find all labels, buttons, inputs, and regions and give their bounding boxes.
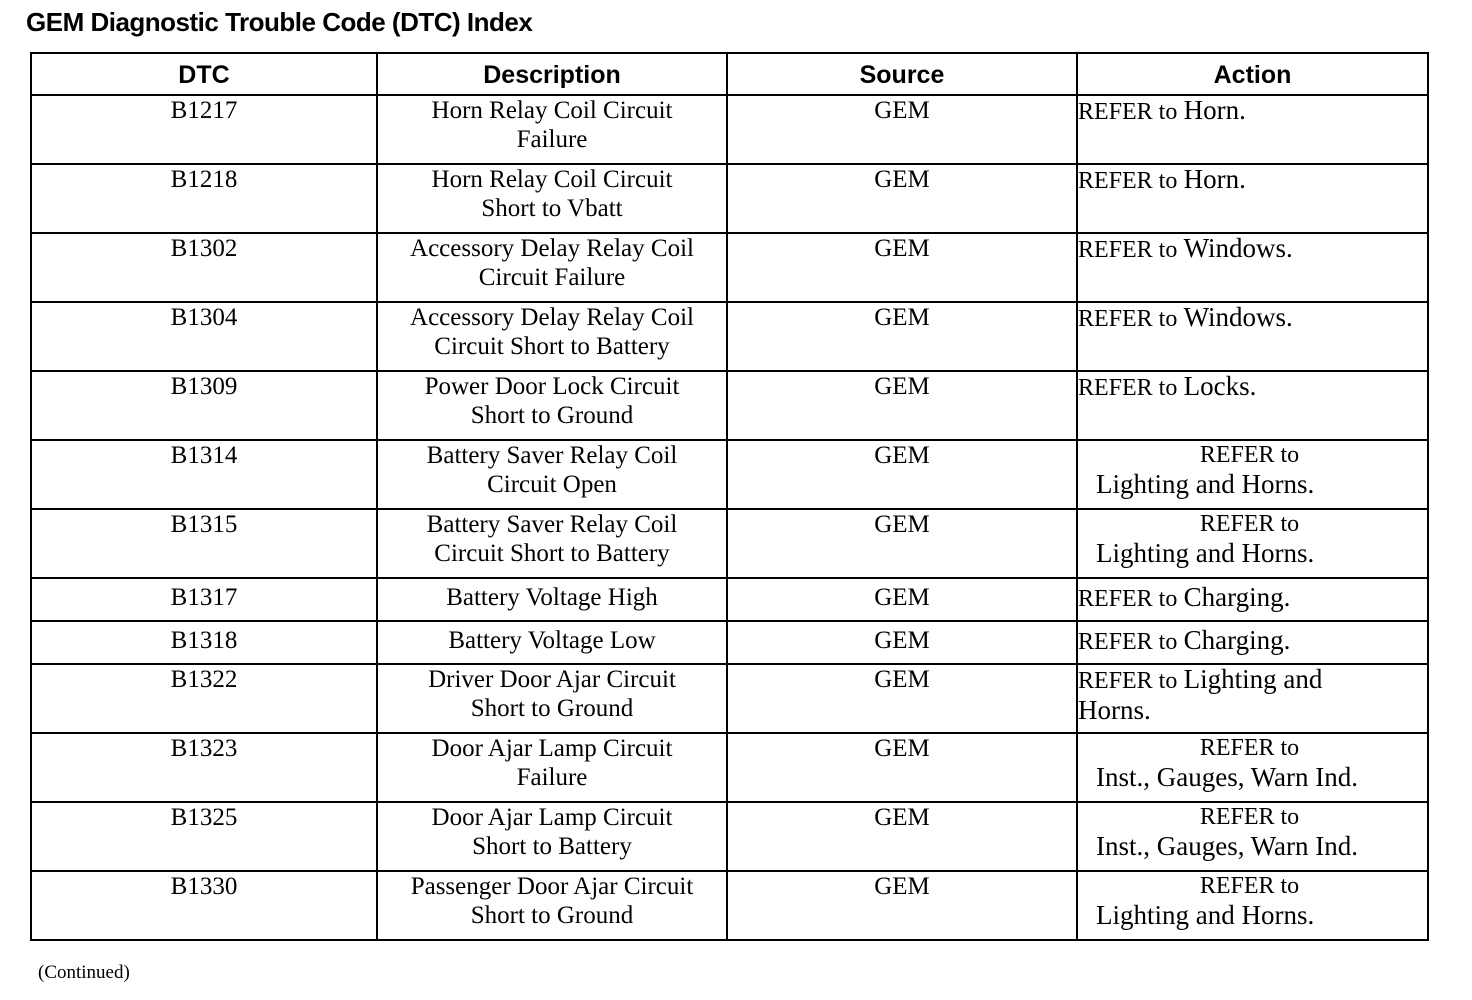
dtc-source: GEM: [727, 233, 1077, 302]
dtc-source: GEM: [727, 302, 1077, 371]
refer-label: REFER to: [1078, 668, 1178, 694]
dtc-action: [1077, 164, 1428, 233]
description-line: Door Ajar Lamp Circuit: [431, 804, 673, 831]
dtc-action: [1077, 578, 1428, 621]
table-row: [31, 509, 1428, 578]
refer-target: Windows.: [1183, 233, 1293, 263]
refer-target: Horn.: [1183, 95, 1246, 125]
dtc-description: [377, 233, 727, 302]
dtc-code: B1309: [31, 371, 377, 440]
dtc-code: B1330: [31, 871, 377, 940]
column-header-action: Action: [1077, 53, 1428, 95]
refer-label: REFER to: [1199, 873, 1300, 899]
description-line: Circuit Short to Battery: [434, 333, 670, 360]
dtc-description: [377, 164, 727, 233]
dtc-source: GEM: [727, 733, 1077, 802]
table-row: [31, 371, 1428, 440]
refer-label: REFER to: [1199, 804, 1300, 830]
refer-label: REFER to: [1078, 237, 1178, 263]
table-row: [31, 233, 1428, 302]
dtc-action: [1077, 440, 1428, 509]
table-row: [31, 621, 1428, 664]
refer-target: Horns.: [1078, 695, 1151, 725]
column-header-source: Source: [727, 53, 1077, 95]
dtc-description: [377, 733, 727, 802]
dtc-action: [1077, 302, 1428, 371]
dtc-action: [1077, 664, 1428, 733]
dtc-code: B1325: [31, 802, 377, 871]
refer-target: Lighting and Horns.: [1096, 538, 1315, 568]
dtc-code: B1218: [31, 164, 377, 233]
description-line: Battery Voltage High: [446, 584, 658, 611]
continued-note: (Continued): [38, 962, 130, 983]
description-line: Power Door Lock Circuit: [424, 373, 680, 400]
refer-label: REFER to: [1078, 586, 1178, 612]
dtc-description: [377, 871, 727, 940]
description-line: Short to Ground: [470, 902, 634, 929]
refer-label: REFER to: [1078, 629, 1178, 655]
description-line: Accessory Delay Relay Coil: [410, 235, 694, 262]
dtc-index-table: [30, 52, 1429, 941]
description-line: Battery Voltage Low: [448, 627, 656, 654]
description-line: Short to Ground: [470, 402, 634, 429]
dtc-code: B1302: [31, 233, 377, 302]
dtc-code: B1323: [31, 733, 377, 802]
dtc-code: B1317: [31, 578, 377, 621]
refer-target: Inst., Gauges, Warn Ind.: [1096, 831, 1359, 861]
table-header-row: [31, 53, 1428, 95]
dtc-description: [377, 621, 727, 664]
table-row: [31, 302, 1428, 371]
description-line: Horn Relay Coil Circuit: [431, 97, 673, 124]
dtc-description: [377, 509, 727, 578]
dtc-action: [1077, 802, 1428, 871]
dtc-source: GEM: [727, 802, 1077, 871]
column-header-dtc: DTC: [31, 53, 377, 95]
table-row: [31, 95, 1428, 164]
description-line: Accessory Delay Relay Coil: [410, 304, 694, 331]
dtc-action: [1077, 733, 1428, 802]
refer-label: REFER to: [1078, 168, 1178, 194]
description-line: Short to Battery: [472, 833, 632, 860]
table-row: [31, 664, 1428, 733]
description-line: Door Ajar Lamp Circuit: [431, 735, 673, 762]
column-header-description: Description: [377, 53, 727, 95]
refer-label: REFER to: [1199, 511, 1300, 537]
dtc-description: [377, 440, 727, 509]
dtc-source: GEM: [727, 871, 1077, 940]
dtc-action: [1077, 95, 1428, 164]
description-line: Short to Vbatt: [481, 195, 623, 222]
refer-label: REFER to: [1199, 442, 1300, 468]
refer-target: Inst., Gauges, Warn Ind.: [1096, 762, 1359, 792]
refer-target: Locks.: [1183, 371, 1257, 401]
dtc-source: GEM: [727, 164, 1077, 233]
description-line: Driver Door Ajar Circuit: [428, 666, 676, 693]
table-row: [31, 440, 1428, 509]
dtc-action: [1077, 871, 1428, 940]
dtc-code: B1322: [31, 664, 377, 733]
description-line: Failure: [516, 126, 588, 153]
table-row: [31, 733, 1428, 802]
table-row: [31, 871, 1428, 940]
dtc-description: [377, 95, 727, 164]
refer-target: Lighting and: [1183, 664, 1323, 694]
dtc-action: [1077, 621, 1428, 664]
refer-target: Lighting and Horns.: [1096, 900, 1315, 930]
dtc-description: [377, 578, 727, 621]
page-title: GEM Diagnostic Trouble Code (DTC) Index: [26, 7, 533, 37]
refer-target: Charging.: [1183, 625, 1291, 655]
dtc-description: [377, 664, 727, 733]
dtc-action: [1077, 509, 1428, 578]
description-line: Battery Saver Relay Coil: [426, 442, 678, 469]
dtc-code: B1217: [31, 95, 377, 164]
description-line: Failure: [516, 764, 588, 791]
dtc-source: GEM: [727, 664, 1077, 733]
dtc-source: GEM: [727, 440, 1077, 509]
dtc-code: B1315: [31, 509, 377, 578]
dtc-description: [377, 371, 727, 440]
refer-target: Horn.: [1183, 164, 1246, 194]
dtc-source: GEM: [727, 371, 1077, 440]
refer-label: REFER to: [1199, 735, 1300, 761]
refer-label: REFER to: [1078, 99, 1178, 125]
refer-label: REFER to: [1078, 306, 1178, 332]
refer-target: Windows.: [1183, 302, 1293, 332]
dtc-source: GEM: [727, 621, 1077, 664]
description-line: Battery Saver Relay Coil: [426, 511, 678, 538]
dtc-description: [377, 302, 727, 371]
dtc-code: B1304: [31, 302, 377, 371]
refer-label: REFER to: [1078, 375, 1178, 401]
description-line: Circuit Failure: [478, 264, 626, 291]
description-line: Passenger Door Ajar Circuit: [410, 873, 694, 900]
description-line: Horn Relay Coil Circuit: [431, 166, 673, 193]
table-row: [31, 802, 1428, 871]
dtc-source: GEM: [727, 509, 1077, 578]
description-line: Short to Ground: [470, 695, 634, 722]
refer-target: Lighting and Horns.: [1096, 469, 1315, 499]
refer-target: Charging.: [1183, 582, 1291, 612]
dtc-source: GEM: [727, 578, 1077, 621]
table-row: [31, 578, 1428, 621]
dtc-action: [1077, 233, 1428, 302]
description-line: Circuit Short to Battery: [434, 540, 670, 567]
description-line: Circuit Open: [487, 471, 617, 498]
dtc-description: [377, 802, 727, 871]
dtc-source: GEM: [727, 95, 1077, 164]
dtc-code: B1318: [31, 621, 377, 664]
dtc-action: [1077, 371, 1428, 440]
dtc-code: B1314: [31, 440, 377, 509]
table-row: [31, 164, 1428, 233]
